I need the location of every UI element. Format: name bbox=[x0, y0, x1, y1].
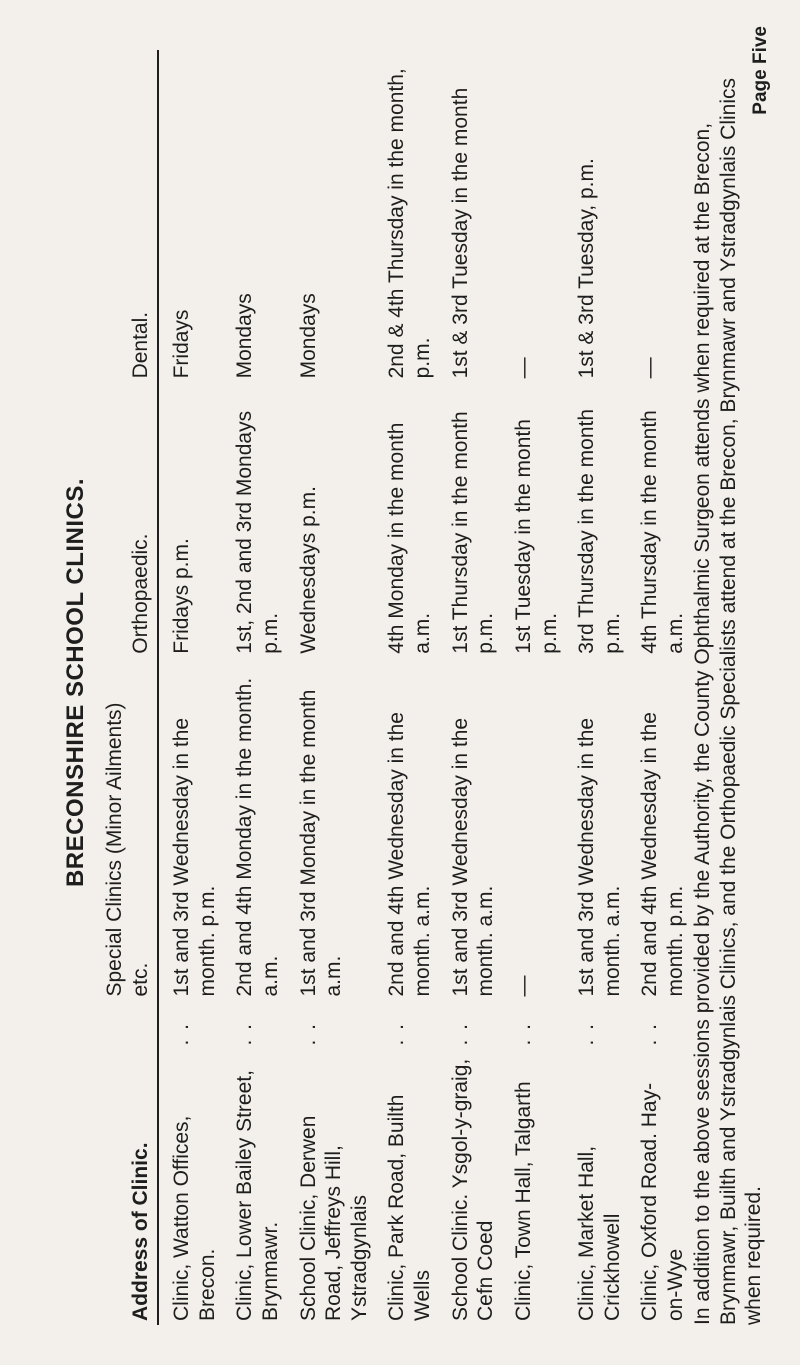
cell-address: School Clinic, Derwen Road, Jeffreys Hill, Ystradgynlais bbox=[296, 1115, 371, 1321]
cell-address: Clinic, Oxford Road. Hay-on-Wye bbox=[638, 1082, 687, 1321]
table-row bbox=[501, 50, 564, 1325]
cell-dental: 1st & 3rd Tuesday in the month bbox=[448, 87, 472, 379]
cell-dental: 1st & 3rd Tuesday, p.m. bbox=[575, 158, 599, 379]
footnote: In addition to the above sessions provided by the Authority, the County Ophthalmic Surgeon attends when required at the Brecon, Brynmawr, Builth and Ystradgynlais Clinics, and the Orthopaedic Specialists attend at the Brecon, Brynmawr and Ystradgynlais Clinics when required. bbox=[691, 77, 766, 1325]
cell-orthopaedic: 1st Thursday in the month p.m. bbox=[448, 411, 498, 654]
page-number: Page Five bbox=[750, 26, 771, 115]
cell-orthopaedic: Fridays p.m. bbox=[170, 538, 194, 654]
header-spacer bbox=[100, 1001, 158, 1050]
cell-special-clinics: 2nd and 4th Wednesday in the month. p.m. bbox=[638, 712, 687, 997]
cell-leader-dots: . . bbox=[511, 1022, 535, 1046]
cell-dental: Mondays bbox=[296, 293, 320, 379]
cell-address: Clinic, Watton Offices, Brecon. bbox=[170, 1115, 219, 1321]
cell-special-clinics: 1st and 3rd Monday in the month a.m. bbox=[296, 689, 346, 997]
table-body bbox=[158, 50, 690, 1325]
cell-orthopaedic: 1st Tuesday in the month p.m. bbox=[511, 419, 561, 654]
cell-dental: Fridays bbox=[170, 309, 194, 379]
page-title: BRECONSHIRE SCHOOL CLINICS. bbox=[62, 477, 89, 888]
cell-special-clinics: 1st and 3rd Wednesday in the month. a.m. bbox=[448, 717, 498, 997]
header-orthopaedic: Orthopaedic. bbox=[100, 382, 158, 657]
cell-leader-dots: . . bbox=[448, 1022, 472, 1046]
table-row bbox=[438, 50, 501, 1325]
cell-leader-dots: . . bbox=[170, 1022, 194, 1046]
clinics-table bbox=[100, 50, 691, 1325]
cell-dental: Mondays bbox=[233, 293, 257, 379]
table-row bbox=[627, 50, 690, 1325]
cell-address: Clinic, Market Hall, Crickhowell bbox=[575, 1145, 624, 1321]
cell-orthopaedic: 4th Monday in the month a.m. bbox=[385, 422, 435, 654]
cell-dental: — bbox=[511, 357, 535, 379]
cell-dental: — bbox=[638, 357, 662, 379]
cell-leader-dots: . . bbox=[575, 1022, 599, 1046]
cell-address: Clinic, Town Hall, Talgarth bbox=[511, 1081, 535, 1321]
cell-leader-dots: . . bbox=[296, 1022, 320, 1046]
cell-orthopaedic: 1st, 2nd and 3rd Mondays p.m. bbox=[233, 410, 283, 654]
cell-address: Clinic, Park Road, Builth Wells bbox=[385, 1094, 435, 1321]
cell-special-clinics: — bbox=[511, 975, 535, 997]
table-header-row bbox=[100, 50, 158, 1325]
cell-special-clinics: 2nd and 4th Wednesday in the month. a.m. bbox=[385, 712, 435, 997]
table-row bbox=[286, 50, 375, 1325]
table-row bbox=[222, 50, 285, 1325]
cell-leader-dots: . . bbox=[233, 1022, 257, 1046]
header-address: Address of Clinic. bbox=[100, 1050, 158, 1325]
cell-special-clinics: 1st and 3rd Wednesday in the month. p.m. bbox=[170, 717, 219, 997]
cell-leader-dots: . . bbox=[638, 1022, 662, 1046]
header-special-clinics: Special Clinics (Minor Ailments) etc. bbox=[100, 658, 158, 1001]
table-row bbox=[374, 50, 437, 1325]
cell-leader-dots: . . bbox=[385, 1022, 409, 1046]
cell-orthopaedic: 3rd Thursday in the month p.m. bbox=[575, 408, 624, 654]
header-dental: Dental. bbox=[100, 50, 158, 382]
cell-special-clinics: 2nd and 4th Monday in the month. a.m. bbox=[233, 677, 283, 997]
cell-special-clinics: 1st and 3rd Wednesday in the month. a.m. bbox=[575, 717, 624, 997]
cell-orthopaedic: 4th Thursday in the month a.m. bbox=[638, 410, 687, 654]
cell-dental: 2nd & 4th Thursday in the month, p.m. bbox=[385, 68, 435, 379]
cell-orthopaedic: Wednesdays p.m. bbox=[296, 486, 320, 654]
cell-address: School Clinic. Ysgol-y-graig, Cefn Coed bbox=[448, 1058, 498, 1321]
cell-address: Clinic, Lower Bailey Street, Brynmawr. bbox=[233, 1070, 283, 1321]
table-row bbox=[564, 50, 627, 1325]
table-row bbox=[158, 50, 222, 1325]
